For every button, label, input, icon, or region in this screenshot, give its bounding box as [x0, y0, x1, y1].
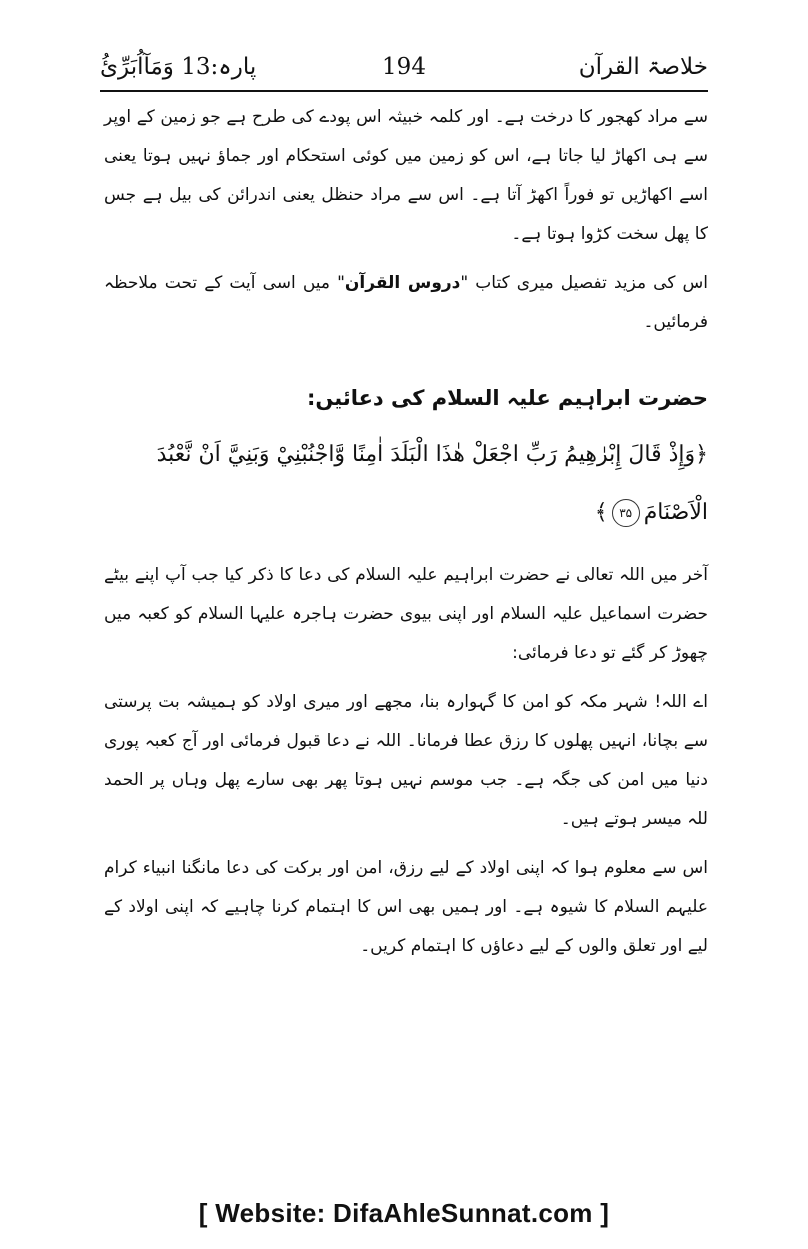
book-reference: دروس القرآن [344, 273, 461, 293]
paragraph-3: آخر میں اللہ تعالی نے حضرت ابراہیم علیہ السلام کی دعا کا ذکر کیا جب آپ اپنے بیٹے حضرت اسماعیل علیہ السلام اور اپنی بیوی حضرت ہاجرہ علیہا السلام کو کعبہ میں چھوڑ کر گئے تو دعا فرمائی: [104, 565, 708, 663]
header-divider [100, 90, 708, 92]
quran-verse [104, 426, 708, 542]
paragraph-5: اس سے معلوم ہوا کہ اپنی اولاد کے لیے رزق، امن اور برکت کی دعا مانگنا انبیاء کرام علیہم السلام کا شیوہ ہے۔ اور ہمیں بھی اس کا اہتمام کرنا چاہیے کہ اپنی اولاد کے لیے اور تعلق والوں کے لیے دعاؤں کا اہتمام کریں۔ [104, 858, 708, 956]
verse-number-marker: ۳۵ [612, 499, 640, 527]
page-number: 194 [382, 54, 426, 80]
paragraph-2-start: اس کی مزید تفصیل میری کتاب " [460, 273, 709, 293]
paragraph-2-end: " میں اسی آیت کے تحت ملاحظہ فرمائیں۔ [104, 273, 708, 332]
page-header [100, 48, 708, 88]
website-footer: [ Website: DifaAhleSunnat.com ] [198, 1198, 610, 1228]
page-body [104, 98, 708, 976]
paragraph-1: سے مراد کھجور کا درخت ہے۔ اور کلمہ خبیثہ اس پودے کی طرح ہے جو زمین کے اوپر سے ہی اکھاڑ لیا جاتا ہے، اس کو زمین میں کوئی استحکام اور جماؤ نہیں ہوتا یعنی اسے اکھاڑیں تو فوراً اکھڑ آتا ہے۔ اس سے مراد حنظل یعنی اندرائن کی بیل ہے جس کا پھل سخت کڑوا ہوتا ہے۔ [104, 107, 708, 244]
book-title: خلاصۃ القرآن [578, 54, 708, 80]
paragraph-2 [104, 264, 708, 342]
para-label: پارہ:13 وَمَآاُبَرِّئُ [100, 54, 257, 80]
paragraph-4: اے اللہ! شہر مکہ کو امن کا گہوارہ بنا، مجھے اور میری اولاد کو ہمیشہ بت پرستی سے بچانا، انہیں پھلوں کا رزق عطا فرمانا۔ اللہ نے دعا قبول فرمائی اور آج کعبہ پوری دنیا میں امن کی جگہ ہے۔ جب موسم نہیں ہوتا پھر بھی سارے پھل وہاں پر الحمد للہ میسر ہوتے ہیں۔ [104, 692, 708, 829]
verse-close-bracket: ﴾ [594, 500, 608, 525]
section-heading: حضرت ابراہیم علیہ السلام کی دعائیں: [306, 386, 708, 410]
verse-text: ﴿وَإِذْ قَالَ إِبْرٰهِيمُ رَبِّ اجْعَلْ هٰذَا الْبَلَدَ اٰمِنًا وَّاجْنُبْنِيْ وَبَنِيَّ اَنْ نَّعْبُدَ الْاَصْنَامَ [156, 442, 708, 525]
